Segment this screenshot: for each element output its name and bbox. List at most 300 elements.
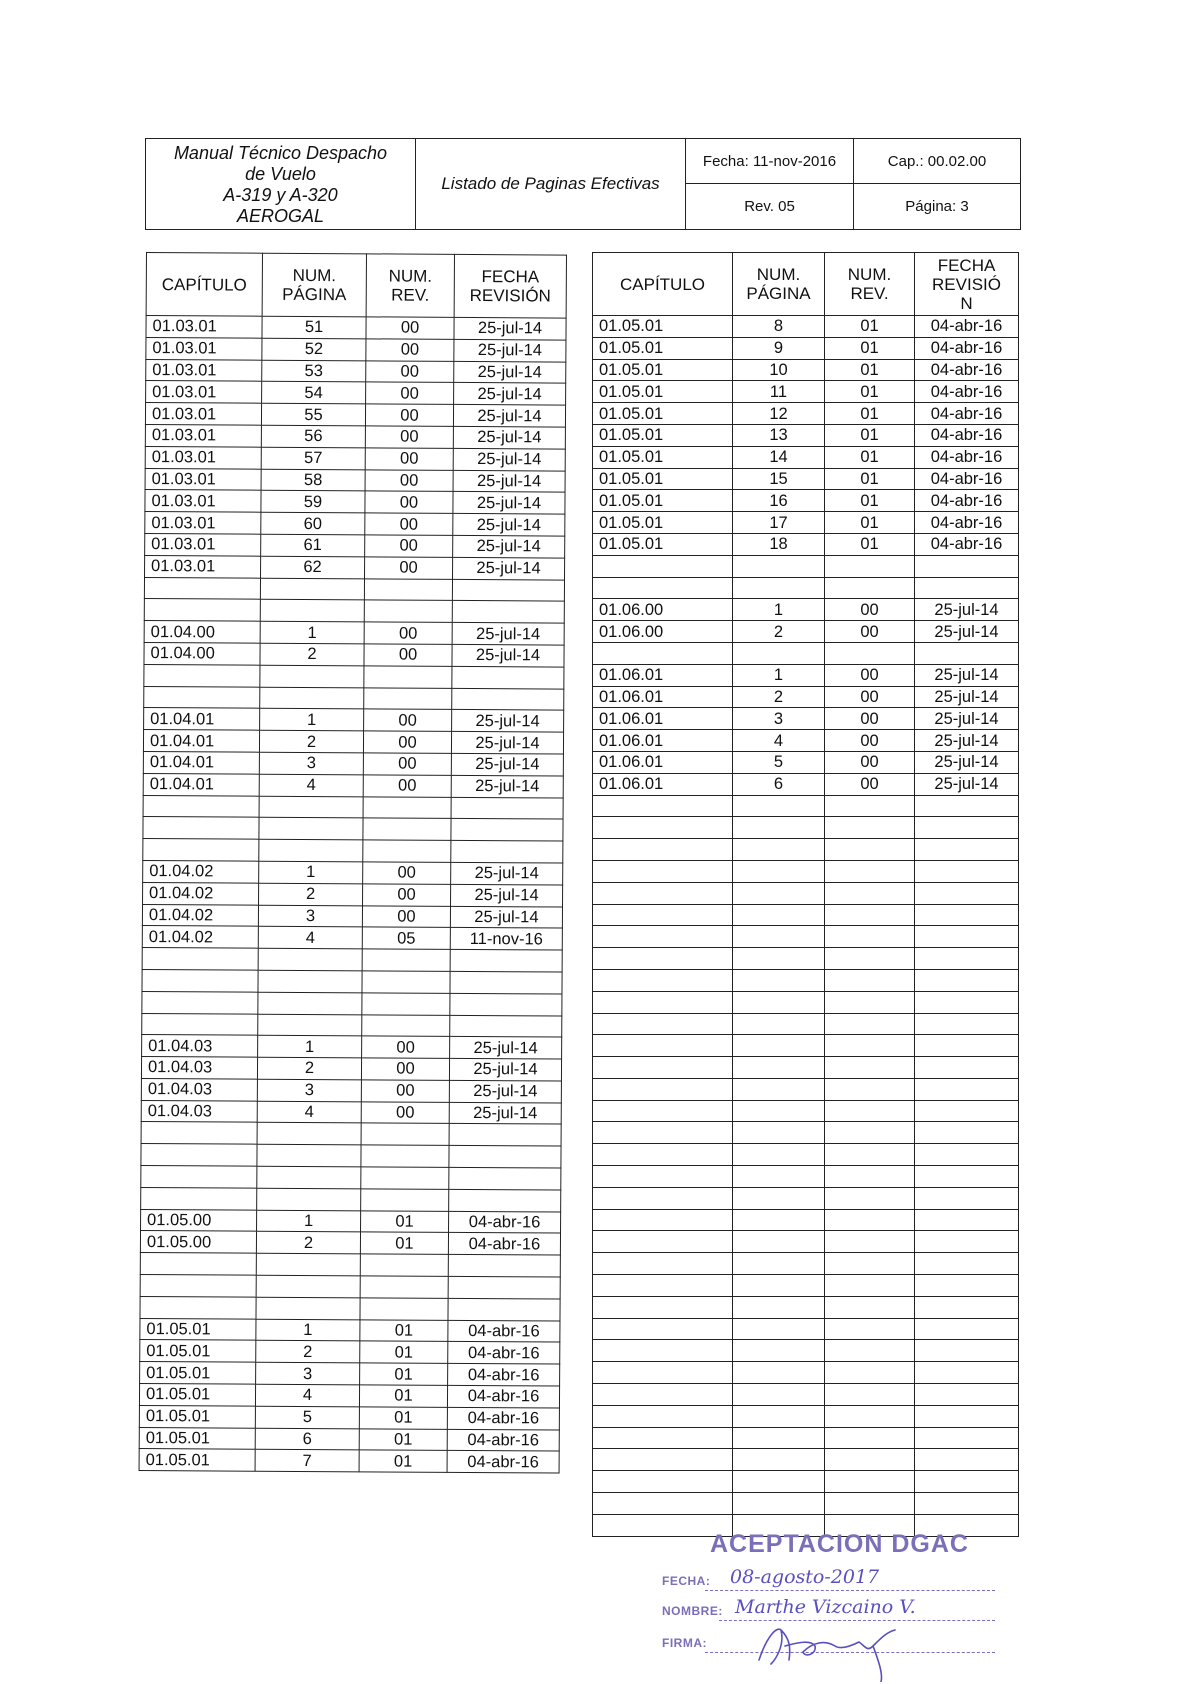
cell-num-pagina <box>259 796 363 818</box>
manual-title-line: AEROGAL <box>236 206 325 226</box>
cell-fecha-revision <box>915 1122 1019 1144</box>
cell-num-pagina: 1 <box>260 621 364 643</box>
cell-fecha-revision <box>915 1057 1019 1079</box>
cell-num-pagina <box>733 991 825 1013</box>
cell-num-pagina <box>260 687 364 709</box>
cell-fecha-revision: 04-abr-16 <box>915 533 1019 555</box>
cell-num-rev <box>363 796 451 818</box>
cell-num-rev <box>364 687 452 709</box>
cell-capitulo: 01.03.01 <box>145 403 261 426</box>
table-row <box>142 926 562 950</box>
cell-num-pagina <box>733 1035 825 1057</box>
cell-fecha-revision: 04-abr-16 <box>915 381 1019 403</box>
cell-fecha-revision: 25-jul-14 <box>453 557 565 579</box>
cell-capitulo <box>142 948 258 971</box>
cell-capitulo: 01.05.01 <box>593 446 733 468</box>
cell-capitulo <box>143 817 259 840</box>
table-row <box>141 1166 561 1190</box>
cell-num-rev <box>825 1231 915 1253</box>
cell-num-pagina: 1 <box>259 861 363 883</box>
table-row <box>139 1384 559 1408</box>
cell-num-pagina <box>733 1471 825 1493</box>
table-row <box>593 512 1019 534</box>
header-rev: Rev. 05 <box>686 184 854 229</box>
cell-capitulo: 01.03.01 <box>146 337 262 360</box>
cell-num-pagina: 54 <box>262 382 366 404</box>
table-row <box>140 1253 560 1277</box>
cell-num-pagina <box>733 555 825 577</box>
cell-num-rev: 00 <box>825 751 915 773</box>
stamp-fecha-line <box>705 1590 995 1591</box>
cell-fecha-revision <box>915 1231 1019 1253</box>
table-row <box>593 1035 1019 1057</box>
cell-num-pagina: 9 <box>733 337 825 359</box>
cell-capitulo: 01.03.01 <box>146 359 262 382</box>
cell-capitulo: 01.05.01 <box>139 1427 255 1450</box>
cell-num-pagina <box>733 1384 825 1406</box>
cell-num-rev: 00 <box>365 426 453 448</box>
table-row <box>145 512 565 536</box>
cell-capitulo <box>143 795 259 818</box>
cell-fecha-revision: 11-nov-16 <box>450 928 562 950</box>
cell-fecha-revision <box>915 1405 1019 1427</box>
cell-num-pagina <box>733 860 825 882</box>
cell-capitulo <box>593 1122 733 1144</box>
cell-num-pagina: 3 <box>733 708 825 730</box>
table-header-row <box>593 253 1019 316</box>
cell-num-pagina <box>260 578 364 600</box>
cell-num-pagina: 60 <box>261 512 365 534</box>
cell-num-pagina: 3 <box>259 752 363 774</box>
cell-num-pagina: 2 <box>733 686 825 708</box>
cell-fecha-revision <box>448 1255 560 1277</box>
cell-num-rev: 01 <box>825 359 915 381</box>
cell-fecha-revision <box>915 1427 1019 1449</box>
cell-num-pagina: 5 <box>733 751 825 773</box>
cell-capitulo: 01.05.01 <box>593 359 733 381</box>
signature-drawing <box>755 1616 915 1682</box>
cell-num-rev: 01 <box>825 403 915 425</box>
col-header-capitulo: CAPÍTULO <box>593 253 733 316</box>
cell-num-rev: 01 <box>825 533 915 555</box>
cell-num-pagina <box>260 600 364 622</box>
cell-capitulo: 01.03.01 <box>145 468 261 491</box>
cell-num-pagina: 11 <box>733 381 825 403</box>
cell-num-pagina <box>259 818 363 840</box>
cell-fecha-revision: 04-abr-16 <box>447 1407 559 1429</box>
cell-fecha-revision <box>915 555 1019 577</box>
cell-capitulo <box>593 1449 733 1471</box>
cell-fecha-revision <box>915 1100 1019 1122</box>
table-row <box>141 1057 561 1081</box>
cell-capitulo <box>593 1493 733 1515</box>
cell-num-pagina: 55 <box>261 403 365 425</box>
cell-capitulo <box>593 1318 733 1340</box>
table-row <box>593 991 1019 1013</box>
cell-fecha-revision <box>915 948 1019 970</box>
cell-num-pagina <box>257 1144 361 1166</box>
cell-capitulo <box>141 1187 257 1210</box>
cell-num-pagina <box>733 795 825 817</box>
cell-num-rev: 01 <box>360 1232 448 1254</box>
cell-num-pagina <box>260 665 364 687</box>
cell-capitulo <box>144 577 260 600</box>
cell-capitulo <box>593 1057 733 1079</box>
cell-capitulo: 01.06.01 <box>593 751 733 773</box>
cell-capitulo <box>593 1253 733 1275</box>
table-row <box>593 316 1019 338</box>
cell-num-rev <box>825 577 915 599</box>
table-row <box>143 730 563 754</box>
cell-capitulo <box>593 1405 733 1427</box>
cell-num-rev <box>825 1035 915 1057</box>
cell-num-rev: 00 <box>363 862 451 884</box>
table-row <box>593 1209 1019 1231</box>
cell-num-pagina <box>258 1014 362 1036</box>
cell-fecha-revision <box>449 1167 561 1189</box>
cell-num-rev <box>360 1254 448 1276</box>
col-header-num-rev: NUM. REV. <box>825 253 915 316</box>
table-row <box>593 1166 1019 1188</box>
cell-num-pagina: 53 <box>262 360 366 382</box>
table-row <box>593 337 1019 359</box>
cell-num-pagina <box>733 1362 825 1384</box>
cell-capitulo <box>593 860 733 882</box>
cell-fecha-revision <box>915 817 1019 839</box>
cell-capitulo <box>593 1427 733 1449</box>
cell-fecha-revision <box>448 1276 560 1298</box>
table-row <box>144 621 564 645</box>
cell-num-pagina <box>733 1318 825 1340</box>
table-row <box>593 795 1019 817</box>
cell-num-pagina: 2 <box>260 643 364 665</box>
table-row <box>140 1362 560 1386</box>
cell-num-rev <box>825 1078 915 1100</box>
cell-num-rev <box>825 1209 915 1231</box>
cell-num-rev: 00 <box>365 469 453 491</box>
cell-num-rev <box>360 1276 448 1298</box>
cell-capitulo: 01.04.01 <box>143 730 259 753</box>
table-row <box>145 403 565 427</box>
cell-num-pagina <box>733 1100 825 1122</box>
cell-num-pagina <box>733 1253 825 1275</box>
cell-fecha-revision <box>915 1493 1019 1515</box>
cell-capitulo <box>593 904 733 926</box>
cell-capitulo: 01.06.01 <box>593 664 733 686</box>
cell-num-rev: 01 <box>825 337 915 359</box>
cell-num-rev <box>361 1123 449 1145</box>
cell-capitulo: 01.04.03 <box>141 1100 257 1123</box>
cell-num-rev: 00 <box>363 731 451 753</box>
cell-capitulo <box>593 1296 733 1318</box>
cell-capitulo <box>593 1166 733 1188</box>
cell-capitulo <box>593 1340 733 1362</box>
cell-num-rev <box>364 578 452 600</box>
cell-fecha-revision: 25-jul-14 <box>453 535 565 557</box>
table-row <box>593 642 1019 664</box>
table-row <box>593 839 1019 861</box>
cell-fecha-revision <box>452 666 564 688</box>
cell-num-pagina: 1 <box>260 709 364 731</box>
cell-capitulo: 01.05.01 <box>140 1340 256 1363</box>
cell-fecha-revision <box>915 1144 1019 1166</box>
table-row <box>593 969 1019 991</box>
cell-fecha-revision: 04-abr-16 <box>915 446 1019 468</box>
cell-capitulo: 01.05.01 <box>140 1318 256 1341</box>
table-row <box>144 599 564 623</box>
cell-num-pagina <box>733 1057 825 1079</box>
cell-num-rev: 01 <box>825 490 915 512</box>
cell-fecha-revision: 04-abr-16 <box>448 1342 560 1364</box>
cell-num-pagina <box>733 577 825 599</box>
cell-capitulo: 01.05.01 <box>139 1449 255 1472</box>
cell-num-rev <box>825 795 915 817</box>
cell-fecha-revision: 04-abr-16 <box>915 316 1019 338</box>
cell-capitulo <box>593 969 733 991</box>
cell-capitulo: 01.04.03 <box>142 1035 258 1058</box>
cell-num-rev <box>825 1384 915 1406</box>
cell-num-pagina <box>733 1166 825 1188</box>
table-row <box>143 795 563 819</box>
table-row <box>593 446 1019 468</box>
table-row <box>145 468 565 492</box>
cell-fecha-revision <box>915 926 1019 948</box>
cell-capitulo: 01.03.01 <box>145 446 261 469</box>
cell-num-rev <box>362 993 450 1015</box>
cell-fecha-revision: 25-jul-14 <box>452 710 564 732</box>
table-row <box>593 730 1019 752</box>
table-row <box>593 468 1019 490</box>
table-row <box>139 1427 559 1451</box>
stamp-fecha-value: 08-agosto-2017 <box>730 1566 880 1588</box>
cell-num-rev: 01 <box>360 1341 448 1363</box>
table-row <box>593 555 1019 577</box>
table-row <box>143 882 563 906</box>
cell-capitulo: 01.04.02 <box>142 926 258 949</box>
cell-fecha-revision: 25-jul-14 <box>449 1080 561 1102</box>
cell-num-rev: 00 <box>362 905 450 927</box>
cell-num-pagina <box>257 1166 361 1188</box>
cell-fecha-revision <box>450 949 562 971</box>
cell-fecha-revision <box>915 1318 1019 1340</box>
cell-num-pagina <box>733 839 825 861</box>
cell-num-rev <box>825 642 915 664</box>
table-row <box>145 533 565 557</box>
cell-num-pagina: 2 <box>259 730 363 752</box>
cell-capitulo: 01.04.02 <box>143 860 259 883</box>
cell-capitulo <box>593 1035 733 1057</box>
cell-num-pagina <box>733 817 825 839</box>
cell-num-rev: 00 <box>365 491 453 513</box>
cell-fecha-revision: 25-jul-14 <box>915 708 1019 730</box>
cell-num-rev <box>825 1493 915 1515</box>
cell-capitulo <box>593 1187 733 1209</box>
document-header <box>145 138 1021 230</box>
table-row <box>593 1231 1019 1253</box>
cell-num-pagina: 2 <box>256 1341 360 1363</box>
cell-fecha-revision <box>915 1253 1019 1275</box>
cell-num-rev: 01 <box>359 1428 447 1450</box>
cell-capitulo: 01.03.01 <box>145 533 261 556</box>
cell-fecha-revision: 25-jul-14 <box>453 470 565 492</box>
table-row <box>143 773 563 797</box>
cell-capitulo <box>141 1144 257 1167</box>
cell-fecha-revision: 25-jul-14 <box>451 862 563 884</box>
cell-capitulo: 01.04.01 <box>144 708 260 731</box>
cell-num-rev: 01 <box>825 468 915 490</box>
table-row <box>593 1013 1019 1035</box>
cell-fecha-revision: 25-jul-14 <box>915 751 1019 773</box>
cell-num-pagina <box>733 1427 825 1449</box>
table-row <box>593 359 1019 381</box>
table-row <box>140 1231 560 1255</box>
table-row <box>145 424 565 448</box>
cell-fecha-revision <box>915 1078 1019 1100</box>
cell-capitulo: 01.04.02 <box>142 904 258 927</box>
cell-num-rev: 01 <box>359 1450 447 1472</box>
cell-fecha-revision: 04-abr-16 <box>449 1211 561 1233</box>
cell-num-rev <box>825 969 915 991</box>
cell-num-rev: 00 <box>366 382 454 404</box>
cell-num-rev <box>363 818 451 840</box>
cell-num-pagina <box>733 1296 825 1318</box>
cell-num-pagina <box>733 1122 825 1144</box>
cell-capitulo: 01.05.01 <box>593 403 733 425</box>
table-row <box>593 904 1019 926</box>
cell-capitulo: 01.05.01 <box>593 468 733 490</box>
cell-fecha-revision <box>915 1275 1019 1297</box>
cell-capitulo: 01.03.01 <box>146 381 262 404</box>
cell-fecha-revision <box>915 1187 1019 1209</box>
table-row <box>593 1100 1019 1122</box>
cell-capitulo <box>593 1275 733 1297</box>
table-header-row <box>146 253 566 319</box>
table-row <box>593 1253 1019 1275</box>
cell-fecha-revision: 25-jul-14 <box>453 448 565 470</box>
cell-num-rev <box>825 860 915 882</box>
table-row <box>140 1318 560 1342</box>
cell-num-pagina: 12 <box>733 403 825 425</box>
stamp-fecha-label: FECHA: <box>662 1574 711 1588</box>
cell-num-pagina: 2 <box>257 1057 361 1079</box>
header-fecha: Fecha: 11-nov-2016 <box>686 139 854 184</box>
cell-capitulo <box>593 1209 733 1231</box>
table-row <box>593 1122 1019 1144</box>
cell-num-rev <box>364 666 452 688</box>
table-row <box>593 773 1019 795</box>
cell-num-rev <box>825 1427 915 1449</box>
cell-fecha-revision <box>915 795 1019 817</box>
cell-num-rev: 01 <box>360 1363 448 1385</box>
cell-fecha-revision: 04-abr-16 <box>448 1320 560 1342</box>
cell-num-pagina: 51 <box>262 316 366 338</box>
cell-fecha-revision <box>915 1340 1019 1362</box>
cell-num-rev: 01 <box>825 424 915 446</box>
cell-num-pagina <box>733 948 825 970</box>
cell-num-rev: 00 <box>365 513 453 535</box>
cell-fecha-revision: 04-abr-16 <box>915 337 1019 359</box>
cell-fecha-revision <box>915 1013 1019 1035</box>
cell-capitulo: 01.05.01 <box>593 316 733 338</box>
table-row <box>142 991 562 1015</box>
cell-num-rev <box>825 1340 915 1362</box>
manual-title <box>146 139 416 229</box>
cell-capitulo <box>593 1078 733 1100</box>
cell-fecha-revision <box>449 1189 561 1211</box>
cell-num-rev <box>825 948 915 970</box>
cell-fecha-revision: 04-abr-16 <box>448 1364 560 1386</box>
cell-capitulo: 01.05.01 <box>139 1384 255 1407</box>
col-header-num-rev: NUM. REV. <box>366 254 454 318</box>
cell-num-pagina: 1 <box>256 1319 360 1341</box>
cell-num-pagina: 61 <box>261 534 365 556</box>
cell-fecha-revision <box>915 1471 1019 1493</box>
cell-fecha-revision: 25-jul-14 <box>452 623 564 645</box>
cell-num-rev: 01 <box>359 1385 447 1407</box>
cell-fecha-revision: 25-jul-14 <box>451 884 563 906</box>
cell-fecha-revision: 04-abr-16 <box>915 512 1019 534</box>
cell-capitulo: 01.04.03 <box>141 1078 257 1101</box>
cell-capitulo <box>593 1100 733 1122</box>
cell-num-rev: 00 <box>825 599 915 621</box>
cell-capitulo <box>140 1296 256 1319</box>
cell-capitulo <box>144 599 260 622</box>
cell-num-pagina: 18 <box>733 533 825 555</box>
cell-fecha-revision: 04-abr-16 <box>915 403 1019 425</box>
cell-num-pagina: 4 <box>257 1101 361 1123</box>
table-row <box>146 337 566 361</box>
cell-num-pagina <box>733 1078 825 1100</box>
table-row <box>593 424 1019 446</box>
right-table-body <box>593 316 1019 1537</box>
cell-num-pagina: 62 <box>261 556 365 578</box>
cell-num-rev: 00 <box>825 773 915 795</box>
cell-fecha-revision: 25-jul-14 <box>915 599 1019 621</box>
cell-capitulo <box>140 1275 256 1298</box>
cell-fecha-revision <box>451 797 563 819</box>
cell-fecha-revision: 25-jul-14 <box>452 644 564 666</box>
table-row <box>593 621 1019 643</box>
cell-num-pagina: 52 <box>262 338 366 360</box>
table-row <box>144 708 564 732</box>
header-cap: Cap.: 00.02.00 <box>854 139 1020 184</box>
col-header-num-pagina: NUM. PÁGINA <box>733 253 825 316</box>
table-row <box>593 664 1019 686</box>
table-row <box>593 860 1019 882</box>
cell-capitulo <box>593 1231 733 1253</box>
cell-fecha-revision <box>448 1298 560 1320</box>
cell-num-rev: 00 <box>365 557 453 579</box>
cell-num-pagina <box>733 1187 825 1209</box>
cell-fecha-revision <box>915 1384 1019 1406</box>
cell-num-pagina <box>256 1297 360 1319</box>
table-row <box>144 577 564 601</box>
cell-fecha-revision: 25-jul-14 <box>449 1102 561 1124</box>
cell-num-pagina <box>733 1340 825 1362</box>
cell-fecha-revision <box>450 971 562 993</box>
cell-num-pagina: 6 <box>255 1428 359 1450</box>
col-header-capitulo: CAPÍTULO <box>146 253 262 317</box>
cell-fecha-revision: 25-jul-14 <box>451 775 563 797</box>
cell-num-pagina <box>257 1123 361 1145</box>
cell-num-pagina <box>733 1275 825 1297</box>
table-row <box>593 1449 1019 1471</box>
cell-capitulo: 01.05.01 <box>593 424 733 446</box>
cell-num-pagina: 58 <box>261 469 365 491</box>
cell-num-pagina: 6 <box>733 773 825 795</box>
table-row <box>593 1187 1019 1209</box>
col-header-num-pagina: NUM. PÁGINA <box>262 253 366 317</box>
